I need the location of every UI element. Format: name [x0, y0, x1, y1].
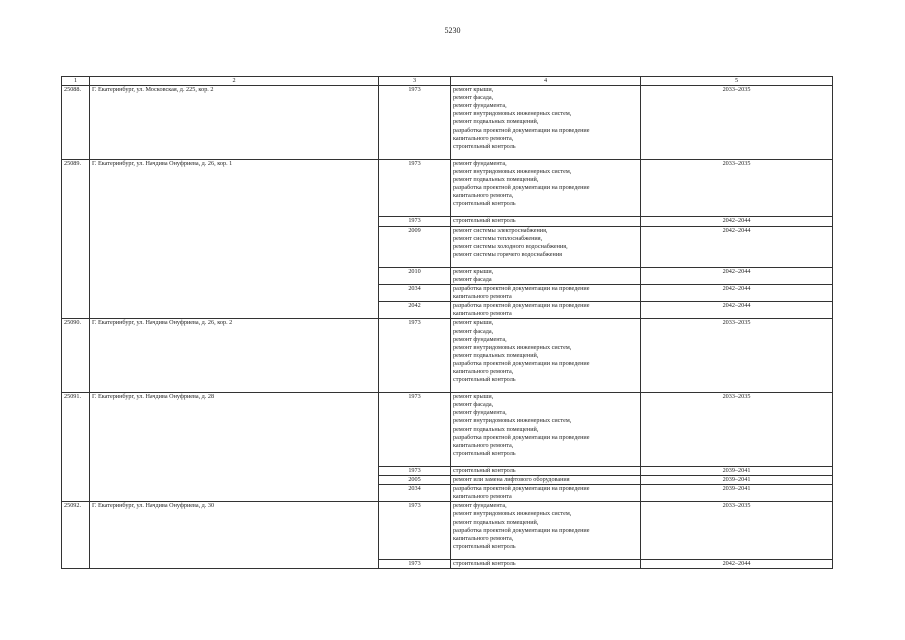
entry-year: 2009	[379, 226, 451, 267]
record-number: 25091.	[62, 393, 90, 502]
entry-works: ремонт крыши, ремонт фасада, ремонт фундамента, ремонт внутридомовых инженерных систем, ремонт подвальных помещений, разработка проектной документации на проведение капитального ремонта, строительный контроль	[451, 393, 641, 467]
header-col-1: 1	[62, 77, 90, 86]
entry-works: разработка проектной документации на проведение капитального ремонта	[451, 285, 641, 302]
entry-works: ремонт системы электроснабжения, ремонт системы теплоснабжения, ремонт системы холодного водоснабжения, ремонт системы горячего водоснабжения	[451, 226, 641, 267]
record-number: 25090.	[62, 319, 90, 393]
entry-period: 2042–2044	[641, 302, 833, 319]
entry-works: ремонт или замена лифтового оборудования	[451, 476, 641, 485]
entry-year: 1973	[379, 159, 451, 217]
entry-year: 1973	[379, 319, 451, 393]
entry-period: 2033–2035	[641, 319, 833, 393]
table-row	[62, 86, 833, 160]
table-row	[62, 159, 833, 217]
repair-schedule-table	[61, 76, 833, 569]
entry-period: 2039–2041	[641, 466, 833, 475]
entry-year: 1973	[379, 466, 451, 475]
table-body	[62, 86, 833, 569]
table-row	[62, 502, 833, 560]
entry-period: 2042–2044	[641, 285, 833, 302]
entry-period: 2042–2044	[641, 559, 833, 568]
entry-period: 2033–2035	[641, 86, 833, 160]
entry-year: 2005	[379, 476, 451, 485]
entry-year: 1973	[379, 86, 451, 160]
entry-year: 1973	[379, 559, 451, 568]
record-number: 25092.	[62, 502, 90, 569]
entry-works: строительный контроль	[451, 217, 641, 226]
entry-works: строительный контроль	[451, 466, 641, 475]
entry-year: 2010	[379, 267, 451, 284]
entry-period: 2033–2035	[641, 393, 833, 467]
record-number: 25089.	[62, 159, 90, 319]
header-col-4: 4	[451, 77, 641, 86]
entry-period: 2042–2044	[641, 217, 833, 226]
entry-works: ремонт крыши, ремонт фасада	[451, 267, 641, 284]
table-row	[62, 319, 833, 393]
entry-works: строительный контроль	[451, 559, 641, 568]
entry-period: 2033–2035	[641, 502, 833, 560]
record-address: Г. Екатеринбург, ул. Начдива Онуфриева, д. 30	[90, 502, 379, 569]
entry-works: разработка проектной документации на проведение капитального ремонта	[451, 302, 641, 319]
entry-year: 1973	[379, 393, 451, 467]
entry-works: ремонт фундамента, ремонт внутридомовых инженерных систем, ремонт подвальных помещений, разработка проектной документации на проведение капитального ремонта, строительный контроль	[451, 159, 641, 217]
entry-period: 2042–2044	[641, 267, 833, 284]
entry-period: 2039–2041	[641, 485, 833, 502]
entry-period: 2042–2044	[641, 226, 833, 267]
table-row	[62, 393, 833, 467]
entry-period: 2039–2041	[641, 476, 833, 485]
entry-year: 1973	[379, 502, 451, 560]
entry-year: 2034	[379, 285, 451, 302]
entry-year: 1973	[379, 217, 451, 226]
header-col-2: 2	[90, 77, 379, 86]
record-address: Г. Екатеринбург, ул. Начдива Онуфриева, д. 26, кор. 2	[90, 319, 379, 393]
entry-works: ремонт фундамента, ремонт внутридомовых инженерных систем, ремонт подвальных помещений, разработка проектной документации на проведение капитального ремонта, строительный контроль	[451, 502, 641, 560]
page-number: 5230	[444, 26, 461, 35]
record-number: 25088.	[62, 86, 90, 160]
entry-works: разработка проектной документации на проведение капитального ремонта	[451, 485, 641, 502]
header-col-3: 3	[379, 77, 451, 86]
record-address: Г. Екатеринбург, ул. Московская, д. 225, кор. 2	[90, 86, 379, 160]
record-address: Г. Екатеринбург, ул. Начдива Онуфриева, д. 28	[90, 393, 379, 502]
entry-year: 2034	[379, 485, 451, 502]
entry-works: ремонт крыши, ремонт фасада, ремонт фундамента, ремонт внутридомовых инженерных систем, ремонт подвальных помещений, разработка проектной документации на проведение капитального ремонта, строительный контроль	[451, 319, 641, 393]
entry-period: 2033–2035	[641, 159, 833, 217]
table-header-row	[62, 77, 833, 86]
header-col-5: 5	[641, 77, 833, 86]
entry-year: 2042	[379, 302, 451, 319]
record-address: Г. Екатеринбург, ул. Начдива Онуфриева, д. 26, кор. 1	[90, 159, 379, 319]
entry-works: ремонт крыши, ремонт фасада, ремонт фундамента, ремонт внутридомовых инженерных систем, ремонт подвальных помещений, разработка проектной документации на проведение капитального ремонта, строительный контроль	[451, 86, 641, 160]
